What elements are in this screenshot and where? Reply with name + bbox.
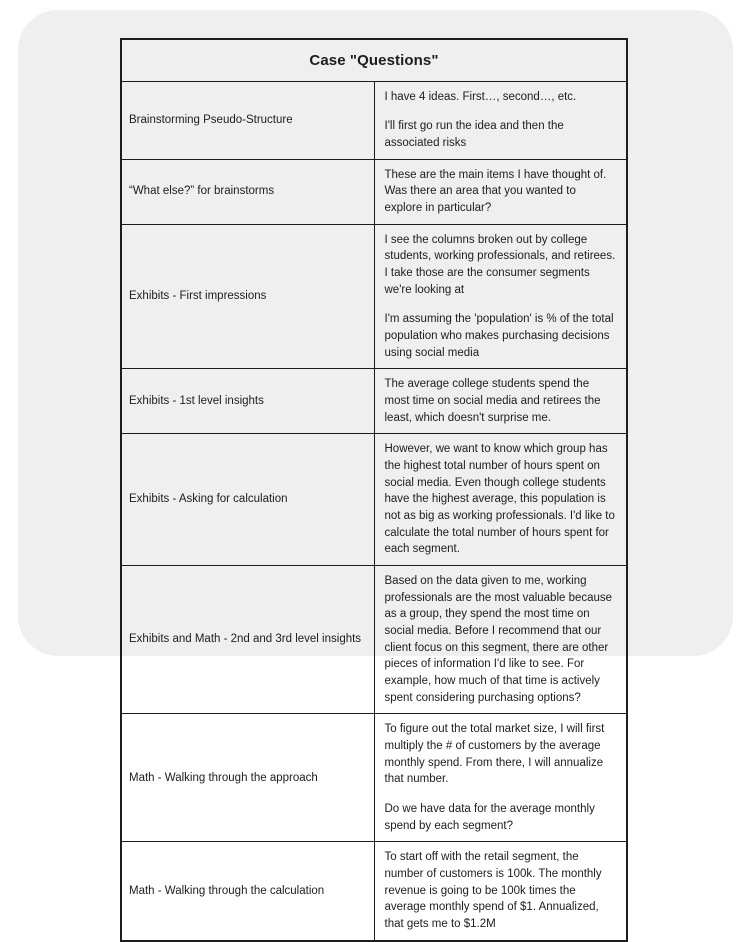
content-paragraph: Based on the data given to me, working professionals are the most valuable because as a group, they spend the most time on social media. Before I recommend that our client focus on this segment, there are other pieces of information I'd like to see. For example, how much of that time is actively spent considering purchasing options? <box>384 574 613 704</box>
row-content <box>374 159 627 224</box>
table-row <box>121 714 627 842</box>
row-content <box>374 434 627 566</box>
table-row <box>121 224 627 369</box>
table-title-row <box>121 39 627 81</box>
content-paragraph: Do we have data for the average monthly spend by each segment? <box>384 803 595 832</box>
row-label: Exhibits and Math - 2nd and 3rd level insights <box>121 565 374 713</box>
content-paragraph: I'll first go run the idea and then the associated risks <box>384 120 564 149</box>
content-paragraph: To figure out the total market size, I will first multiply the # of customers by the average monthly spend. From there, I will annualize that number. <box>384 723 605 786</box>
row-label: Brainstorming Pseudo-Structure <box>121 81 374 159</box>
row-content <box>374 842 627 941</box>
table-row <box>121 842 627 941</box>
content-paragraph: I have 4 ideas. First…, second…, etc. <box>384 90 577 103</box>
content-paragraph: However, we want to know which group has the highest total number of hours spent on social media. Even though college students have the highest average, this population is not as big as working professionals. I'd like to calculate the total number of hours spent for each segment. <box>384 443 615 556</box>
row-label: Math - Walking through the calculation <box>121 842 374 941</box>
document-card <box>18 10 733 931</box>
table-row <box>121 434 627 566</box>
row-label: Exhibits - First impressions <box>121 224 374 369</box>
content-paragraph: I see the columns broken out by college students, working professionals, and retirees. I take those are the consumer segments we're looking at <box>384 233 616 296</box>
row-content <box>374 369 627 434</box>
row-label: Exhibits - 1st level insights <box>121 369 374 434</box>
table-row <box>121 369 627 434</box>
content-paragraph: These are the main items I have thought of. Was there an area that you wanted to explore in particular? <box>384 168 607 214</box>
row-content <box>374 565 627 713</box>
row-label: Math - Walking through the approach <box>121 714 374 842</box>
row-content <box>374 81 627 159</box>
table-row <box>121 81 627 159</box>
content-paragraph: I'm assuming the 'population' is % of the total population who makes purchasing decisions using social media <box>384 313 614 359</box>
content-paragraph: To start off with the retail segment, the number of customers is 100k. The monthly revenue is going to be 100k times the average monthly spend of $1. Annualized, that gets me to $1.2M <box>384 851 602 931</box>
table-title: Case "Questions" <box>121 39 627 81</box>
row-label: Exhibits - Asking for calculation <box>121 434 374 566</box>
row-label: “What else?” for brainstorms <box>121 159 374 224</box>
row-content <box>374 224 627 369</box>
table-row <box>121 159 627 224</box>
row-content <box>374 714 627 842</box>
case-questions-table <box>120 38 628 942</box>
content-paragraph: The average college students spend the most time on social media and retirees the least, which doesn't surprise me. <box>384 378 601 424</box>
table-row <box>121 565 627 713</box>
